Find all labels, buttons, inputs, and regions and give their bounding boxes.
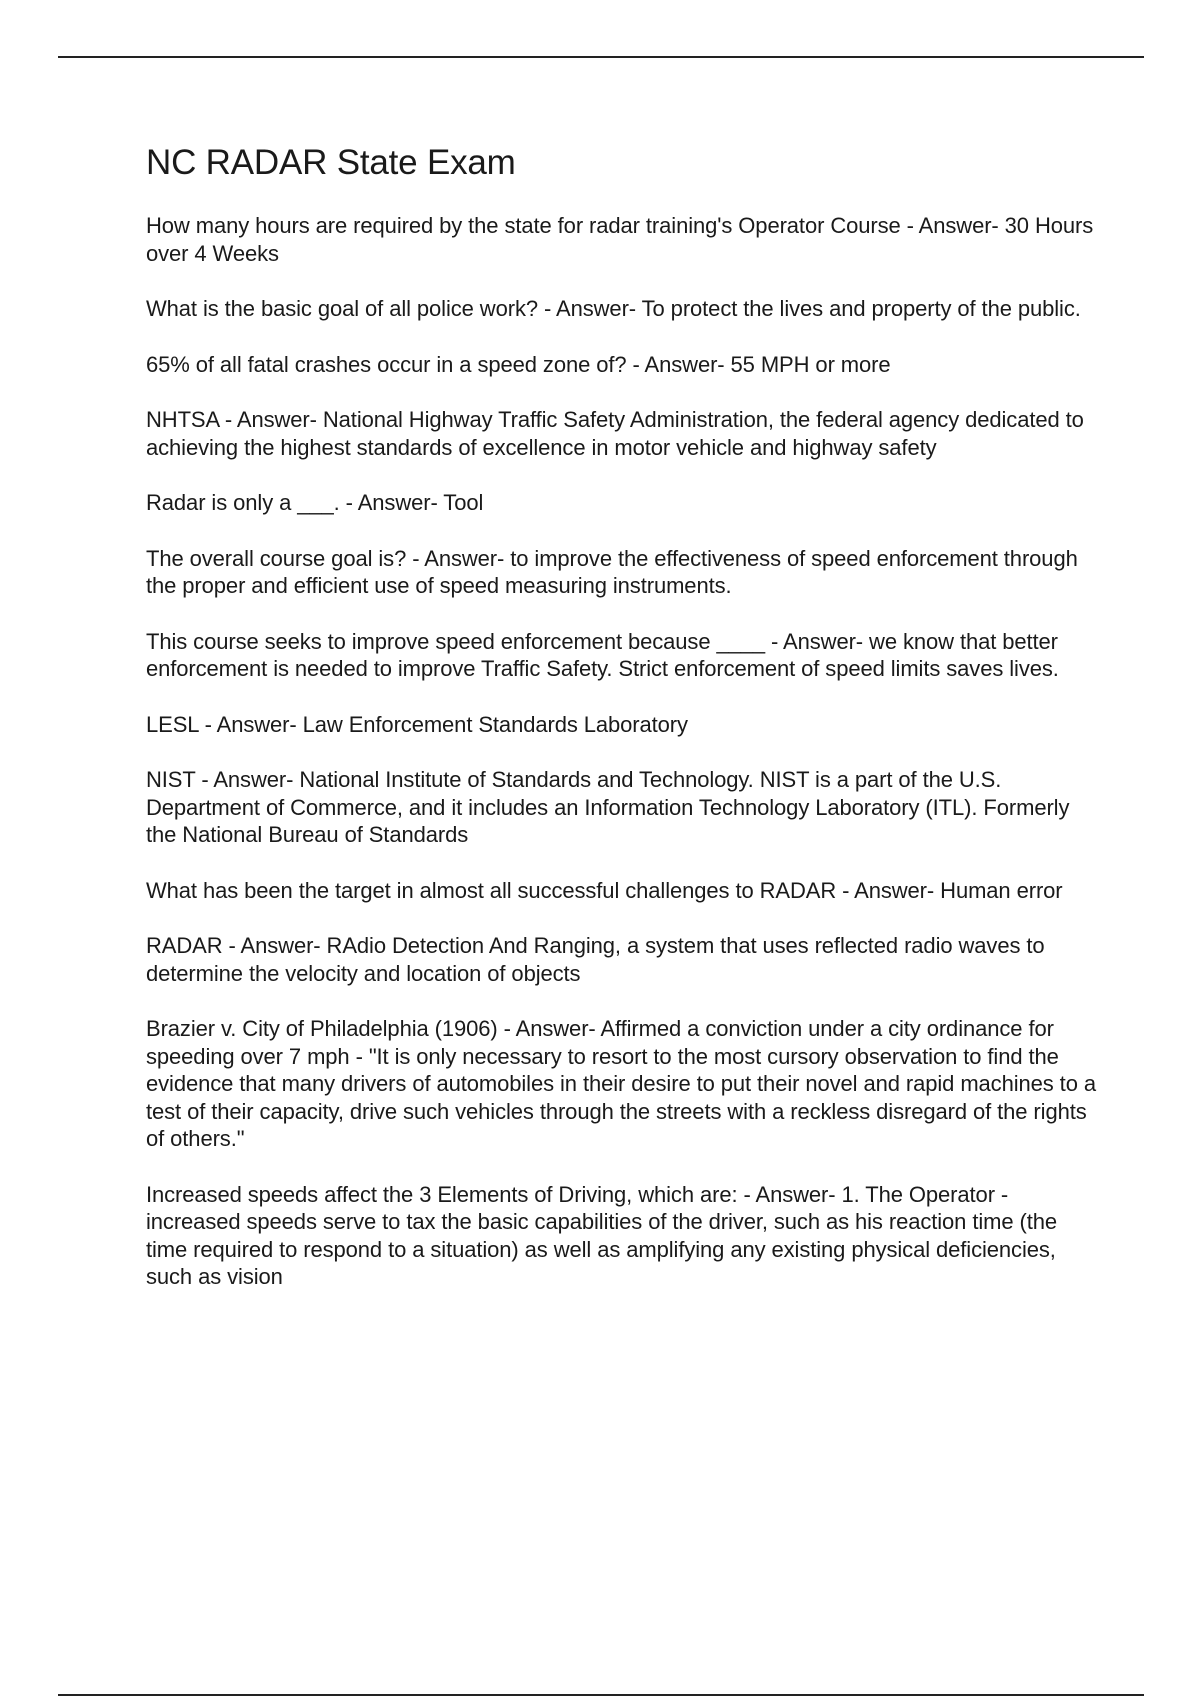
page-title: NC RADAR State Exam (146, 143, 516, 182)
bottom-divider (58, 1694, 1144, 1696)
qa-entry: This course seeks to improve speed enforcement because ____ - Answer- we know that better enforcement is needed to improve Traffic Safety. Strict enforcement of speed limits saves lives. (146, 628, 1059, 681)
qa-entry: RADAR - Answer- RAdio Detection And Ranging, a system that uses reflected radio waves to determine the velocity and location of objects (146, 933, 1045, 986)
qa-entry: What is the basic goal of all police work? - Answer- To protect the lives and property of the public. (146, 296, 1081, 321)
qa-entry: What has been the target in almost all successful challenges to RADAR - Answer- Human error (146, 877, 1063, 903)
qa-entry: Brazier v. City of Philadelphia (1906) - Answer- Affirmed a conviction under a city ordinance for speeding over 7 mph - "It is only necessary to resort to the most cursory observation to find the evidence that many drivers of automobiles in their desire to put their novel and rapid machines to a test of their capacity, drive such vehicles through the streets with a reckless disregard of the rights of others." (146, 1016, 1096, 1151)
qa-list (146, 212, 1096, 1291)
qa-entry: 65% of all fatal crashes occur in a speed zone of? - Answer- 55 MPH or more (146, 351, 891, 377)
qa-entry: Increased speeds affect the 3 Elements of Driving, which are: - Answer- 1. The Operator - increased speeds serve to tax the basic capabilities of the driver, such as his reaction time (the time required to respond to a situation) as well as amplifying any existing physical deficiencies, such as vision (146, 1181, 1058, 1289)
qa-entry: How many hours are required by the state for radar training's Operator Course - Answer- 30 Hours over 4 Weeks (146, 213, 1094, 266)
top-divider (58, 56, 1144, 58)
qa-entry: LESL - Answer- Law Enforcement Standards Laboratory (146, 711, 688, 737)
qa-entry: NIST - Answer- National Institute of Standards and Technology. NIST is a part of the U.S. Department of Commerce, and it includes an Information Technology Laboratory (ITL). Formerly the National Bureau of Standards (146, 767, 1070, 847)
document-body (146, 140, 1096, 1319)
qa-entry: The overall course goal is? - Answer- to improve the effectiveness of speed enforcement through the proper and efficient use of speed measuring instruments. (146, 545, 1078, 598)
qa-entry: NHTSA - Answer- National Highway Traffic Safety Administration, the federal agency dedicated to achieving the highest standards of excellence in motor vehicle and highway safety (146, 407, 1084, 460)
qa-entry: Radar is only a ___. - Answer- Tool (146, 490, 484, 515)
